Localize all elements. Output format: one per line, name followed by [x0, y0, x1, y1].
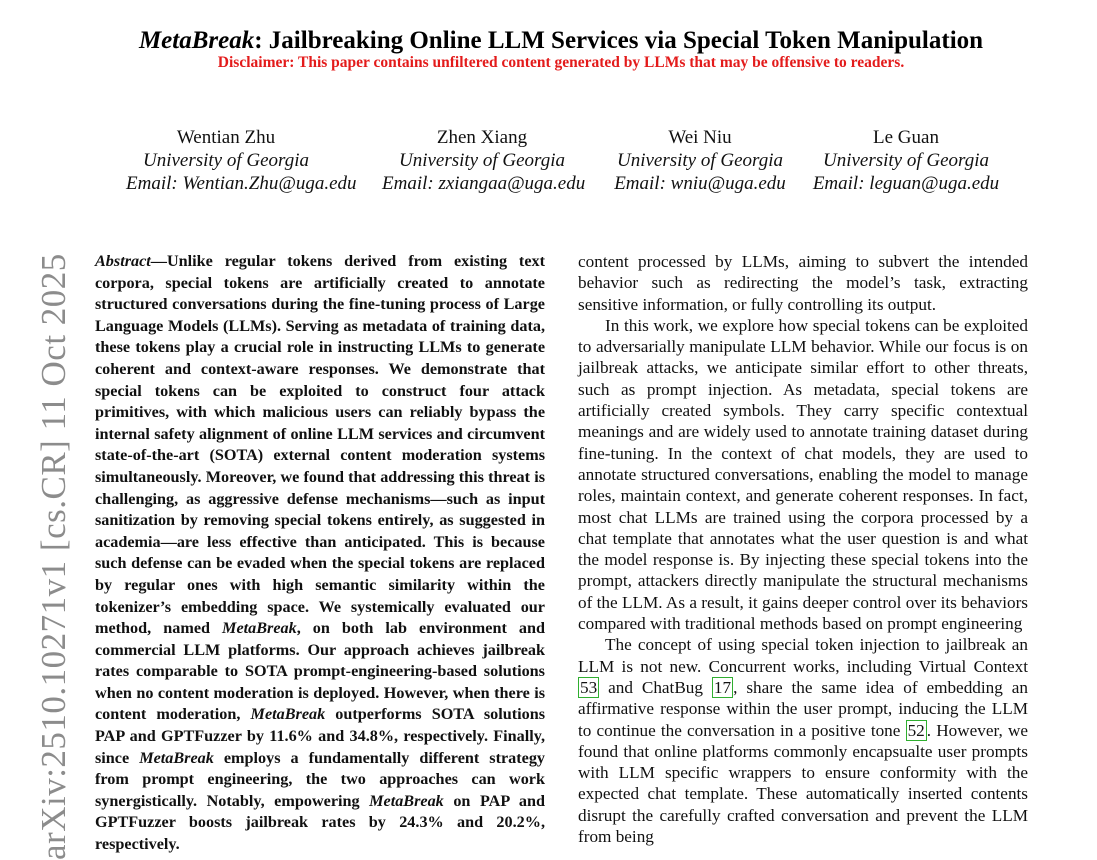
paragraph-text: . However, we found that online platforms commonly encapsualte user prompts with LLM specific wrappers to ensure conformity with the expected chat template. These automatically inserted contents disrupt the carefully crafted conversation and prevent the LLM from being: [578, 720, 1028, 847]
author-name: Wentian Zhu: [176, 127, 276, 148]
citation-number: 17: [713, 677, 732, 697]
abstract-text: —Unlike regular tokens derived from existing text corpora, special tokens are artificially created to annotate structured conversations during the fine-tuning process of Large Language Models (LLMs). Serving as metadata of training data, these tokens play a crucial role in instructing LLMs to generate coherent and context-aware responses. We demonstrate that special tokens can be exploited to construct four attack primitives, with which malicious users can reliably bypass the internal safety alignment of online LLM services and circumvent state-of-the-art (SOTA) external content moderation systems simultaneously. Moreover, we found that addressing this threat is challenging, as aggressive defense mechanisms—such as input sanitization by removing special tokens entirely, as suggested in academia—are less effective than anticipated. This is because such defense can be evaded when the special tokens are replaced by regular ones with high semantic similarity within the tokenizer’s embedding space. We systemically evaluated our method, named: [95, 252, 545, 638]
paper-title: [0, 27, 1097, 55]
paragraph-text: and ChatBug: [599, 677, 712, 697]
author-name: Le Guan: [873, 127, 939, 148]
paragraph-text: The concept of using special token injection to jailbreak an LLM is not new. Concurrent works, including Virtual Context: [578, 635, 1028, 676]
author-email: Email: zxiangaa@uga.edu: [382, 173, 586, 194]
citation-number: 52: [907, 720, 925, 740]
author-name: Zhen Xiang: [436, 127, 528, 148]
body-paragraph: In this work, we explore how special tokens can be exploited to adversarially manipulate LLM behavior. While our focus is on jailbreak attacks, we anticipate similar effort to other threats, such as prompt injection. As metadata, special tokens are artificially created symbols. They carry specific contextual meanings and are widely used to annotate training dataset during fine-tuning. In the context of chat models, they are used to annotate structured conversations, enabling the model to manage roles, maintain context, and generate coherent responses. In fact, most chat LLMs are trained using the corpora processed by a chat template that annotates what the user question is and what the model response is. By injecting these special tokens into the prompt, attackers directly manipulate the structural mechanisms of the LLM. As a result, it gains deeper control over its behaviors compared with traditional methods based on prompt engineering: [578, 315, 1028, 634]
system-name: MetaBreak: [139, 748, 214, 767]
author-name: Wei Niu: [668, 127, 732, 148]
author-affiliation: University of Georgia: [398, 150, 566, 171]
author-email: Email: wniu@uga.edu: [614, 173, 786, 194]
body-paragraph: [578, 634, 1028, 847]
abstract-text: on PAP and GPTFuzzer boosts jailbreak rates by 24.3% and 20.2%, respectively.: [95, 791, 545, 854]
paragraph-text: , share the same idea of embedding an affirmative response within the user prompt, inducing the LLM to continue the conversation in a positive tone: [578, 677, 1028, 740]
author-email: Email: Wentian.Zhu@uga.edu: [126, 173, 357, 194]
content-disclaimer: Disclaimer: This paper contains unfiltered content generated by LLMs that may be offensive to readers.: [217, 54, 905, 71]
citation-link[interactable]: [906, 720, 927, 741]
system-name: MetaBreak: [250, 705, 326, 724]
author-block: [812, 126, 1000, 195]
system-name: MetaBreak: [222, 619, 297, 638]
author-block: [612, 126, 788, 195]
abstract: [95, 251, 545, 856]
body-paragraph: content processed by LLMs, aiming to subvert the intended behavior such as redirecting the model’s task, extracting sensitive information, or fully controlling its output.: [578, 252, 1028, 314]
abstract-label: Abstract: [95, 252, 151, 270]
citation-number: 53: [580, 677, 598, 697]
body-column-right: [578, 251, 1028, 847]
author-affiliation: University of Georgia: [142, 150, 310, 171]
author-affiliation: University of Georgia: [822, 150, 990, 171]
system-name: MetaBreak: [369, 791, 444, 810]
author-email: Email: leguan@uga.edu: [812, 173, 1000, 194]
abstract-text: employs a fundamentally different strategy from prompt engineering, the two approaches can work synergistically. Notably, empowering: [95, 748, 546, 810]
arxiv-identifier: arXiv:2510.10271v1 [cs.CR] 11 Oct 2025: [34, 253, 73, 860]
title-text: : Jailbreaking Online LLM Services via Special Token Manipulation: [254, 27, 984, 54]
author-block: [382, 126, 586, 195]
abstract-text: outperforms SOTA solutions PAP and GPTFuzzer by 11.6% and 34.8%, respectively. Finally, since: [95, 705, 545, 767]
abstract-text: , on both lab environment and commercial LLM platforms. Our approach achieves jailbreak rates comparable to SOTA prompt-engineering-based solutions when no content moderation is deployed. However, when there is content moderation,: [95, 619, 545, 724]
author-block: [126, 126, 357, 195]
citation-link[interactable]: [578, 677, 599, 698]
author-affiliation: University of Georgia: [616, 150, 784, 171]
title-system-name: MetaBreak: [138, 27, 255, 54]
citation-link[interactable]: [712, 677, 733, 698]
